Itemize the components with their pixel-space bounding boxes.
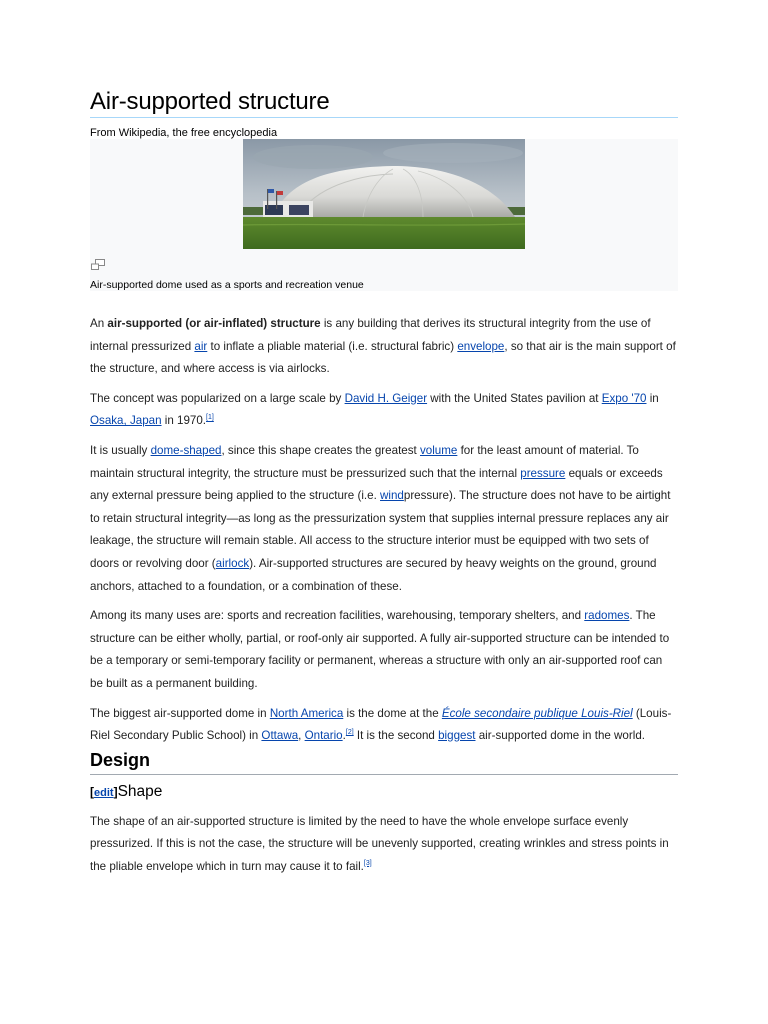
link-dome-shaped[interactable]: dome-shaped: [150, 443, 222, 457]
text: The concept was popularized on a large scale by: [90, 391, 345, 405]
article-content: [90, 88, 678, 878]
text: An: [90, 317, 108, 330]
reference-3[interactable]: [3]: [363, 860, 372, 868]
text: to inflate a pliable material (i.e. structural fabric): [207, 339, 458, 353]
section-heading-design: Design: [90, 750, 678, 775]
text: pressure). The structure does not have to be airtight to retain structural integrity—as long as the pressurization system that supplies internal pressure replaces any air leakage, the structure will remain stable. All access to the structure interior must be equipped with two sets of doors or revolving door (: [90, 489, 671, 570]
reference-2[interactable]: [2]: [345, 729, 354, 737]
shape-description-paragraph: [90, 811, 678, 879]
concept-paragraph: [90, 388, 678, 433]
edit-bracket: ]: [113, 784, 118, 799]
biggest-dome-paragraph: [90, 703, 678, 748]
text: It is the second: [353, 729, 439, 743]
text: (Louis-Riel Secondary Public School) in: [90, 706, 672, 743]
text: with the United States pavilion at: [427, 391, 602, 405]
bold-term: air-supported (or air-inflated) structure: [107, 317, 321, 330]
link-air[interactable]: air: [194, 339, 208, 353]
text: The shape of an air-supported structure is limited by the need to have the whole envelope surface evenly pressurized. If this is not the case, the structure will be unevenly supported, creating wrinkles and stress points in the pliable envelope which in turn may cause it to fail.: [90, 814, 669, 873]
text: in: [646, 391, 659, 405]
text: ,: [298, 729, 305, 743]
magnify-icon[interactable]: [91, 259, 105, 270]
link-ontario[interactable]: Ontario: [304, 729, 343, 743]
edit-bracket: [: [90, 784, 94, 799]
link-airlock[interactable]: airlock: [215, 556, 250, 570]
text: .: [342, 729, 346, 743]
subsection-heading-shape: [90, 783, 678, 801]
text: The biggest air-supported dome in: [90, 706, 270, 720]
link-north-america[interactable]: North America: [269, 706, 344, 720]
reference-1[interactable]: [1]: [206, 414, 214, 422]
uses-paragraph: [90, 605, 678, 695]
figure-caption: Air-supported dome used as a sports and recreation venue: [90, 279, 364, 291]
link-radomes[interactable]: radomes: [584, 609, 630, 623]
link-envelope[interactable]: envelope: [457, 339, 505, 353]
dome-photo[interactable]: [243, 139, 525, 249]
text: It is usually: [90, 443, 151, 457]
edit-link[interactable]: edit: [94, 786, 114, 799]
link-pressure[interactable]: pressure: [520, 466, 566, 480]
shape-paragraph: [90, 440, 678, 598]
intro-paragraph: [90, 313, 678, 381]
link-david-geiger[interactable]: David H. Geiger: [344, 391, 428, 405]
link-wind[interactable]: wind: [380, 489, 404, 503]
text: equals or exceeds any external pressure being applied to the structure (i.e.: [90, 466, 663, 503]
text: in 1970.: [161, 414, 207, 428]
page-title: Air-supported structure: [90, 88, 678, 118]
text: , since this shape creates the greatest: [221, 443, 420, 457]
text: ). Air-supported structures are secured by heavy weights on the ground, ground anchors, attached to a foundation, or a combination of these.: [90, 556, 657, 593]
text: Among its many uses are: sports and recreation facilities, warehousing, temporary shelters, and: [90, 609, 585, 623]
link-expo-70[interactable]: Expo '70: [601, 391, 647, 405]
text: , so that air is the main support of the structure, and where access is via airlocks.: [90, 339, 676, 376]
subsection-title: Shape: [117, 782, 163, 800]
link-biggest[interactable]: biggest: [438, 729, 476, 743]
link-osaka-japan[interactable]: Osaka, Japan: [90, 414, 162, 428]
link-volume[interactable]: volume: [419, 443, 458, 457]
text: . The structure can be either wholly, partial, or roof-only air supported. A fully air-supported structure can be intended to be a temporary or semi-temporary facility or permanent, whereas a structure with only an air-supported roof can be built as a permanent building.: [90, 609, 670, 690]
site-tagline: From Wikipedia, the free encyclopedia: [90, 127, 278, 139]
text: is any building that derives its structural integrity from the use of internal pressurized: [90, 317, 651, 353]
link-ecole-louis-riel[interactable]: École secondaire publique Louis-Riel: [441, 706, 633, 720]
text: air-supported dome in the world.: [475, 729, 645, 743]
figure-thumbnail: [90, 139, 678, 291]
link-ottawa[interactable]: Ottawa: [261, 729, 299, 743]
text: for the least amount of material. To maintain structural integrity, the structure must be pressurized such that the internal: [90, 443, 639, 480]
text: is the dome at the: [343, 706, 442, 720]
